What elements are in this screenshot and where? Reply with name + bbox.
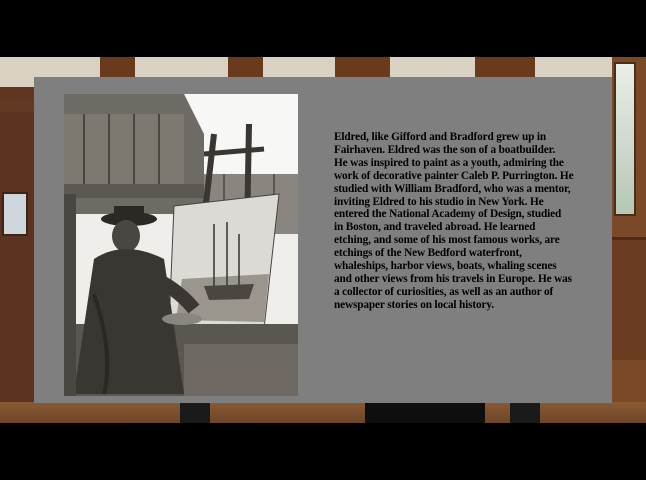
caption-line: work of decorative painter Caleb P. Purrington. He bbox=[334, 169, 574, 182]
caption-line: newspaper stories on local history. bbox=[334, 298, 494, 311]
caption-line: inviting Eldred to his studio in New York. He bbox=[334, 195, 544, 208]
caption-line: etchings of the New Bedford waterfront, bbox=[334, 247, 522, 260]
caption-line: studied with William Bradford, who was a mentor, bbox=[334, 182, 571, 195]
wainscot-panel bbox=[612, 237, 646, 360]
caption-line: He was inspired to paint as a youth, admiring the bbox=[334, 156, 564, 169]
caption-line: Fairhaven. Eldred was the son of a boatbuilder. bbox=[334, 143, 556, 156]
display-stand bbox=[365, 402, 485, 423]
right-window bbox=[612, 57, 646, 423]
caption-line: a collector of curiosities, as well as an author of bbox=[334, 285, 554, 298]
display-stand bbox=[510, 402, 540, 423]
caption-line: in Boston, and traveled abroad. He learned bbox=[334, 221, 536, 234]
left-wall-panel bbox=[0, 112, 34, 412]
caption-line: Eldred, like Gifford and Bradford grew up in bbox=[334, 131, 547, 143]
wooden-floor bbox=[0, 402, 646, 423]
caption-line: etching, and some of his most famous works, are bbox=[334, 234, 560, 247]
exhibit-panel bbox=[34, 77, 612, 403]
window-glass bbox=[614, 62, 636, 216]
caption-line: entered the National Academy of Design, studied bbox=[334, 208, 562, 221]
biography-caption bbox=[334, 131, 602, 312]
historic-photo-painter-at-easel bbox=[64, 94, 298, 396]
wall-frame bbox=[2, 192, 28, 236]
caption-line: and other views from his travels in Europe. He was bbox=[334, 272, 572, 285]
caption-line: whaleships, harbor views, boats, whaling scenes bbox=[334, 260, 557, 273]
display-stand bbox=[180, 402, 210, 423]
